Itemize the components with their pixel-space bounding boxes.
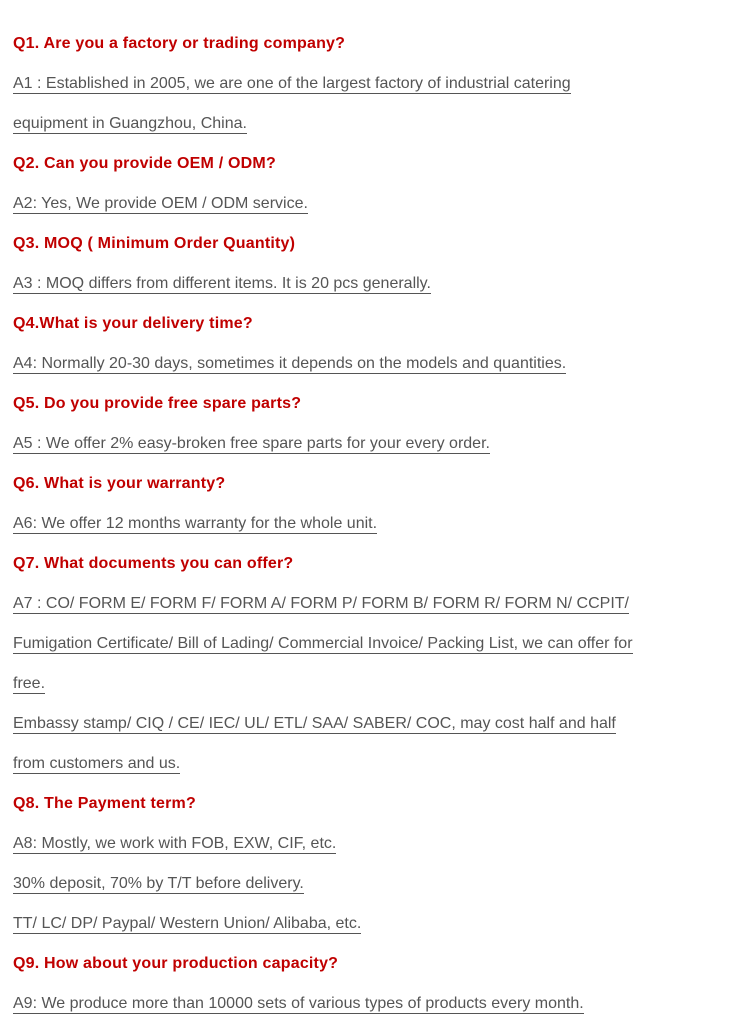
answer-4: [13, 344, 718, 384]
question-2: Q2. Can you provide OEM / ODM?: [13, 155, 276, 172]
question-5: Q5. Do you provide free spare parts?: [13, 395, 302, 412]
answer-text: Embassy stamp/ CIQ / CE/ IEC/ UL/ ETL/ SAA/ SABER/ COC, may cost half and half: [13, 715, 616, 732]
answer-text: A3 : MOQ differs from different items. It is 20 pcs generally.: [13, 275, 431, 292]
answer-text: A8: Mostly, we work with FOB, EXW, CIF, etc.: [13, 835, 337, 852]
answer-text: Fumigation Certificate/ Bill of Lading/ Commercial Invoice/ Packing List, we can offer for: [13, 635, 633, 652]
answer-text: free.: [13, 675, 46, 692]
question-1: Q1. Are you a factory or trading company?: [13, 35, 346, 52]
answer-3: [13, 264, 718, 304]
question-8: Q8. The Payment term?: [13, 795, 196, 812]
answer-7-line-1: [13, 584, 718, 624]
answer-7-line-5: [13, 744, 718, 784]
answer-text: equipment in Guangzhou, China.: [13, 115, 247, 132]
answer-6: [13, 504, 718, 544]
answer-5: [13, 424, 718, 464]
question-6: Q6. What is your warranty?: [13, 475, 226, 492]
answer-text: A5 : We offer 2% easy-broken free spare parts for your every order.: [13, 435, 490, 452]
answer-text: 30% deposit, 70% by T/T before delivery.: [13, 875, 304, 892]
question-7: Q7. What documents you can offer?: [13, 555, 294, 572]
answer-text: A1 : Established in 2005, we are one of the largest factory of industrial catering: [13, 75, 571, 92]
answer-text: A4: Normally 20-30 days, sometimes it depends on the models and quantities.: [13, 355, 567, 372]
answer-7-line-4: [13, 704, 718, 744]
faq-list: [13, 24, 718, 1024]
answer-2: [13, 184, 718, 224]
question-3: Q3. MOQ ( Minimum Order Quantity): [13, 235, 296, 252]
answer-text: A6: We offer 12 months warranty for the whole unit.: [13, 515, 378, 532]
answer-8-line-1: [13, 824, 718, 864]
answer-1-line-1: [13, 64, 718, 104]
answer-8-line-3: [13, 904, 718, 944]
answer-text: from customers and us.: [13, 755, 181, 772]
answer-7-line-2: [13, 624, 718, 664]
answer-9: [13, 984, 718, 1024]
answer-text: A9: We produce more than 10000 sets of various types of products every month.: [13, 995, 584, 1012]
answer-8-line-2: [13, 864, 718, 904]
answer-7-line-3: [13, 664, 718, 704]
question-4: Q4.What is your delivery time?: [13, 315, 253, 332]
question-9: Q9. How about your production capacity?: [13, 955, 339, 972]
answer-text: A2: Yes, We provide OEM / ODM service.: [13, 195, 308, 212]
answer-text: TT/ LC/ DP/ Paypal/ Western Union/ Alibaba, etc.: [13, 915, 362, 932]
answer-text: A7 : CO/ FORM E/ FORM F/ FORM A/ FORM P/ FORM B/ FORM R/ FORM N/ CCPIT/: [13, 595, 629, 612]
answer-1-line-2: [13, 104, 718, 144]
